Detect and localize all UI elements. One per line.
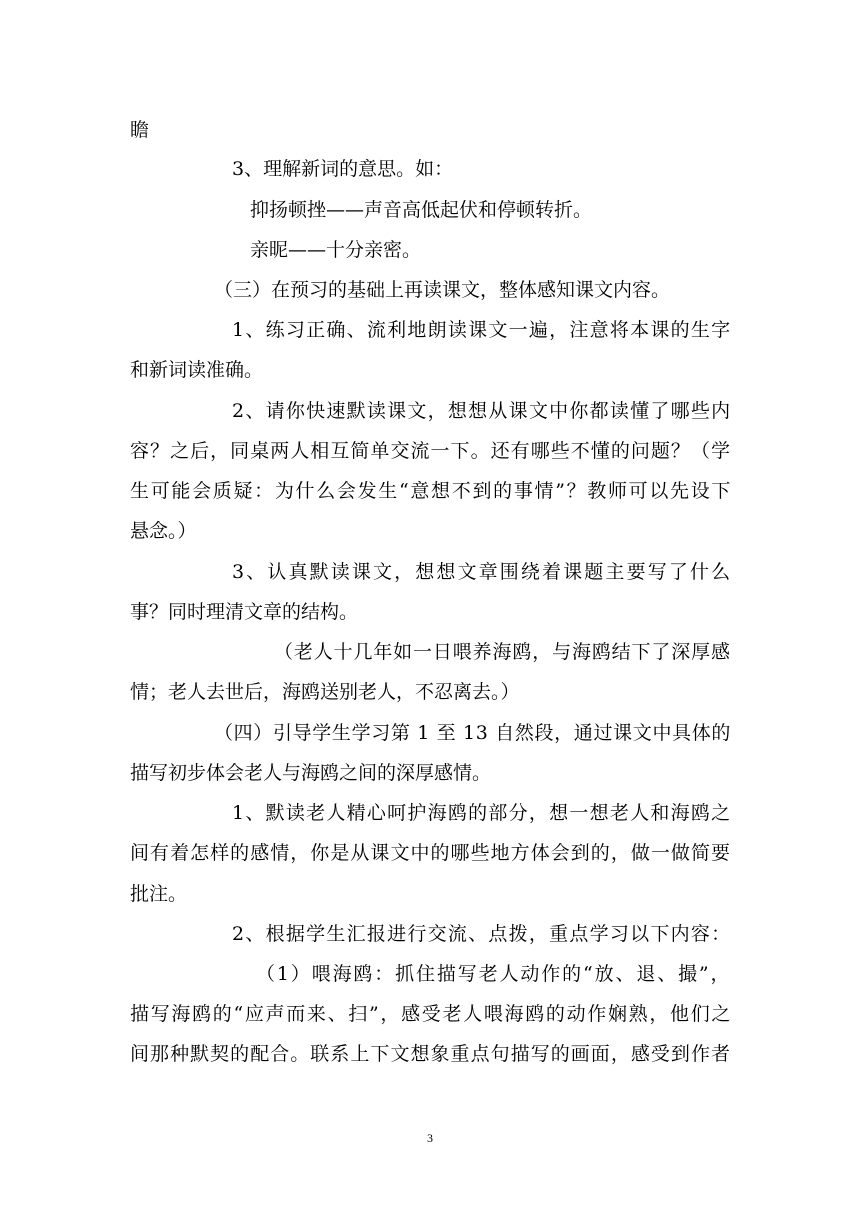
text-line: 批注。 <box>130 883 188 905</box>
text-line: （1）喂海鸥：抓住描写老人动作的“放、退、撮”， <box>256 963 732 985</box>
text-line: 1、练习正确、流利地朗读课文一遍，注意将本课的生字 <box>232 319 732 341</box>
section-heading: （四）引导学生学习第 1 至 13 自然段，通过课文中具体的 <box>214 722 732 744</box>
text-line: 抑扬顿挫——声音高低起伏和停顿转折。 <box>250 199 593 221</box>
text-line: 情；老人去世后，海鸥送别老人，不忍离去。） <box>130 681 520 703</box>
text-line: 间那种默契的配合。联系上下文想象重点句描写的画面，感受到作者 <box>130 1043 732 1065</box>
text-line: 亲昵——十分亲密。 <box>250 239 422 261</box>
text-line: 事？同时理清文章的结构。 <box>130 601 359 623</box>
text-line: 1、默读老人精心呵护海鸥的部分，想一想老人和海鸥之 <box>232 802 732 824</box>
page-number: 3 <box>427 1131 433 1145</box>
text-line: 和新词读准确。 <box>130 359 264 381</box>
text-line: 间有着怎样的感情，你是从课文中的哪些地方体会到的，做一做简要 <box>130 842 732 864</box>
text-line: 3、认真默读课文，想想文章围绕着课题主要写了什么 <box>232 561 733 583</box>
text-line: 生可能会质疑：为什么会发生“意想不到的事情”？教师可以先设下 <box>130 480 733 502</box>
text-line: 瞻 <box>130 119 150 141</box>
text-line: 3、理解新词的意思。如： <box>232 158 454 180</box>
text-line: 悬念。） <box>130 520 197 542</box>
text-line: 容？之后，同桌两人相互简单交流一下。还有哪些不懂的问题？（学 <box>130 440 732 462</box>
text-line: 描写海鸥的“应声而来、扫”，感受老人喂海鸥的动作娴熟，他们之 <box>130 1003 733 1025</box>
section-heading: （三）在预习的基础上再读课文，整体感知课文内容。 <box>214 279 671 301</box>
text-line: 描写初步体会老人与海鸥之间的深厚感情。 <box>130 762 492 784</box>
text-line: 2、根据学生汇报进行交流、点拨，重点学习以下内容： <box>232 923 732 945</box>
text-line: （老人十几年如一日喂养海鸥，与海鸥结下了深厚感 <box>274 641 731 663</box>
text-line: 2、请你快速默读课文，想想从课文中你都读懂了哪些内 <box>232 400 732 422</box>
